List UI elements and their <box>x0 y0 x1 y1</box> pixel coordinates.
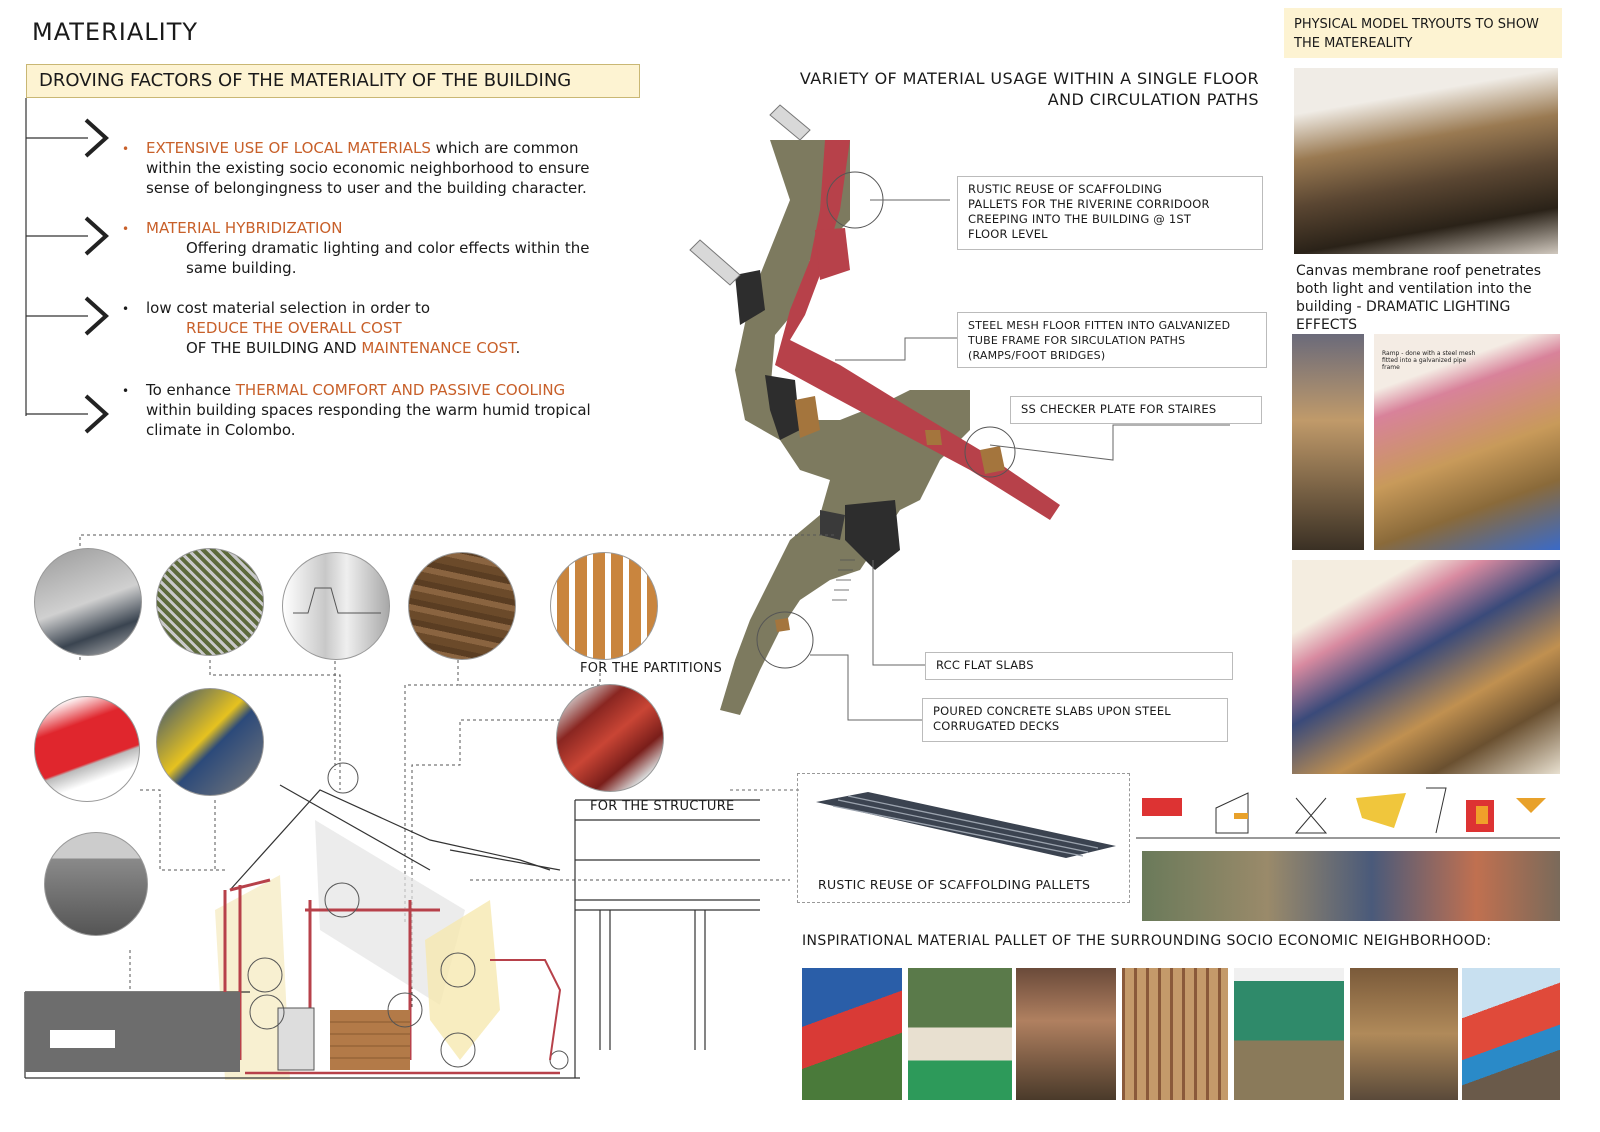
callout-line: TUBE FRAME FOR SIRCULATION PATHS <box>968 334 1186 347</box>
callout-line: SS CHECKER PLATE FOR STAIRES <box>1021 402 1217 416</box>
factor-text: sense of belongingness to user and the building character. <box>146 179 587 197</box>
callout-line: POURED CONCRETE SLABS UPON STEEL <box>933 704 1171 718</box>
inspiration-photo-green-roof <box>1234 968 1344 1100</box>
material-corrugated-sheet-image <box>282 552 390 660</box>
material-pallet-image <box>550 552 658 660</box>
factor-highlight: THERMAL COMFORT AND PASSIVE COOLING <box>235 381 566 399</box>
factor-text: OF THE BUILDING AND <box>186 339 362 357</box>
section-drawing <box>20 760 760 1082</box>
callout-poured-concrete <box>922 698 1228 742</box>
factor-text: same building. <box>186 259 297 277</box>
ramp-note: Ramp - done with a steel mesh fitted into a galvanized pipe frame <box>1382 350 1476 371</box>
scaffolding-pallets-panel <box>797 773 1130 903</box>
factor-highlight: REDUCE THE OVERALL COST <box>186 319 402 337</box>
factor-text: Offering dramatic lighting and color effects within the <box>186 239 590 257</box>
scaffolding-pallet-image <box>798 774 1128 874</box>
factor-text: within building spaces responding the warm humid tropical <box>146 401 591 419</box>
physical-model-title: PHYSICAL MODEL TRYOUTS TO SHOW THE MATEREALITY <box>1284 8 1562 58</box>
callout-line: STEEL MESH FLOOR FITTEN INTO GALVANIZED <box>968 319 1231 332</box>
canvas-roof-note: Canvas membrane roof penetrates both light and ventilation into the building - DRAMATIC LIGHTING EFFECTS <box>1296 263 1542 333</box>
callout-line: RUSTIC REUSE OF SCAFFOLDING <box>968 182 1163 196</box>
variety-title-line: VARIETY OF MATERIAL USAGE WITHIN A SINGLE FLOOR <box>799 69 1259 88</box>
factor-text: . <box>515 339 521 357</box>
factor-text: low cost material selection in order to <box>146 299 431 317</box>
callout-line: RCC FLAT SLABS <box>936 658 1034 672</box>
inspiration-photo-awnings <box>1462 968 1560 1100</box>
scaffolding-pallets-label: RUSTIC REUSE OF SCAFFOLDING PALLETS <box>818 877 1091 892</box>
page-title: MATERIALITY <box>32 18 199 46</box>
callout-scaffolding <box>957 176 1263 250</box>
callout-line: CREEPING INTO THE BUILDING @ 1ST <box>968 212 1192 226</box>
callout-line: PALLETS FOR THE RIVERINE CORRIDOOR <box>968 197 1210 211</box>
driving-factors-header: DROVING FACTORS OF THE MATERIALITY OF THE BUILDING <box>26 64 640 98</box>
neighborhood-photo-strip <box>1142 851 1560 921</box>
material-timber-image <box>408 552 516 660</box>
inspiration-photo-timber <box>1350 968 1458 1100</box>
factor-text: climate in Colombo. <box>146 421 296 439</box>
factor-text: within the existing socio economic neighborhood to ensure <box>146 159 590 177</box>
physical-model-photo-1 <box>1294 68 1558 254</box>
physical-model-photo-3 <box>1374 334 1560 550</box>
inspirational-title: INSPIRATIONAL MATERIAL PALLET OF THE SURROUNDING SOCIO ECONOMIC NEIGHBORHOOD: <box>802 933 1492 949</box>
inspiration-photo-stall <box>1016 968 1116 1100</box>
material-steel-mesh-image <box>156 548 264 656</box>
callout-line: (RAMPS/FOOT BRIDGES) <box>968 349 1106 362</box>
variety-title-line: AND CIRCULATION PATHS <box>1047 90 1259 109</box>
physical-model-photo-2 <box>1292 334 1364 550</box>
factor-highlight: MATERIAL HYBRIDIZATION <box>146 219 343 237</box>
bullet-dot: • <box>122 142 130 156</box>
corrugated-profile-drawing <box>283 553 390 660</box>
physical-model-photo-4 <box>1292 560 1560 774</box>
material-steel-deck-image <box>34 548 142 656</box>
factor-highlight: EXTENSIVE USE OF LOCAL MATERIALS <box>146 139 431 157</box>
inspiration-photo-canvas <box>908 968 1012 1100</box>
structure-label: FOR THE STRUCTURE <box>590 799 735 814</box>
callout-checker-plate <box>1010 396 1262 424</box>
bullet-dot: • <box>122 384 130 398</box>
callout-rcc <box>925 652 1233 680</box>
bullet-dot: • <box>122 302 130 316</box>
factor-highlight: MAINTENANCE COST <box>361 339 516 357</box>
callout-line: FLOOR LEVEL <box>968 227 1048 241</box>
factor-text: To enhance <box>146 381 236 399</box>
inspiration-photo-mesh <box>1122 968 1228 1100</box>
bullet-dot: • <box>122 222 130 236</box>
inspiration-photo-umbrellas <box>802 968 902 1100</box>
factor-text: which are common <box>430 139 579 157</box>
callout-line: CORRUGATED DECKS <box>933 719 1060 733</box>
callout-steel-mesh <box>957 312 1267 368</box>
partitions-label: FOR THE PARTITIONS <box>580 661 723 676</box>
neighborhood-sketch-strip <box>1136 778 1560 850</box>
